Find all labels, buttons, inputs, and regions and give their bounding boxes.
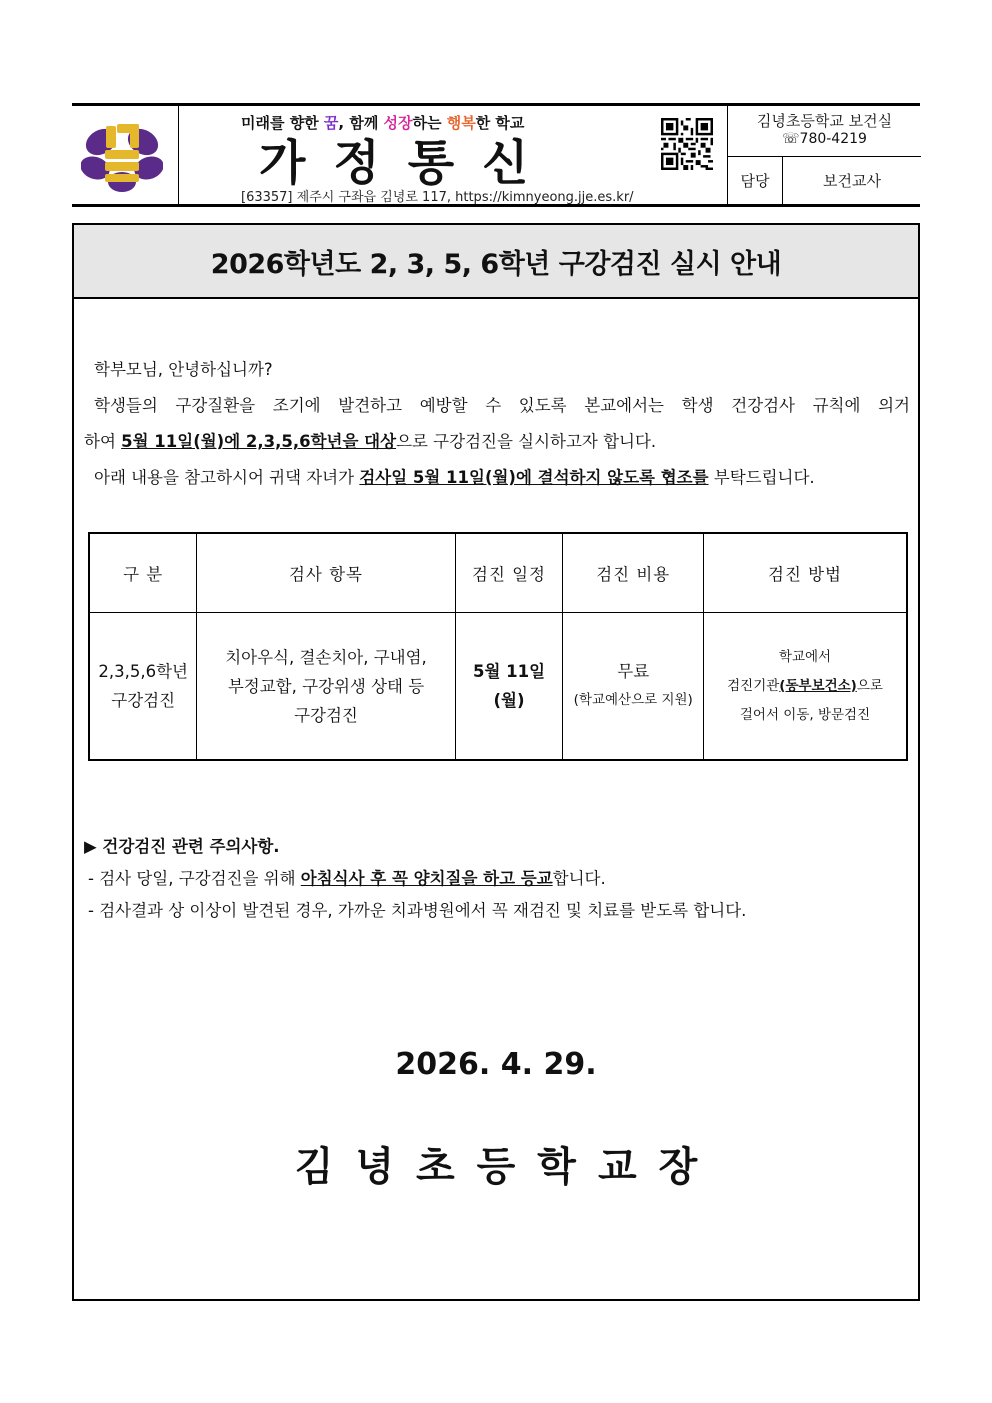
header-cost: 검진 비용 [563,533,704,613]
body-paragraph-2 [84,460,910,496]
body-paragraph-1-line-1: 학생들의 구강질환을 조기에 발견하고 예방할 수 있도록 본교에서는 학생 건강검사 규칙에 의거 [94,396,910,415]
logo-cell [72,106,179,204]
cost-note: (학교예산으로 지원) [573,692,693,708]
body-paragraph-1-line-2 [84,424,910,460]
method-line: 걸어서 이동, 방문검진 [739,706,871,723]
qr-code-icon[interactable] [661,118,713,170]
school-logo [81,118,163,194]
slogan-happy: 행복 [446,114,476,132]
school-office: 김녕초등학교 보건실 [756,112,893,130]
letter-header [72,103,920,207]
cautions-section [84,831,904,927]
items-line: 치아우식, 결손치아, 구내염, [225,647,427,667]
letter-title: 가정통신 [259,135,557,191]
header-schedule: 검진 일정 [455,533,563,613]
contact-cell [727,106,921,204]
greeting: 학부모님, 안녕하십니까? [94,360,273,379]
method-line: 으로 [856,677,883,694]
cost-value: 무료 [617,662,650,681]
body-text: 으로 구강검진을 실시하고자 합니다. [396,432,657,451]
caution-item-1 [84,863,904,895]
table-header-row [89,533,907,613]
header-items: 검사 항목 [197,533,455,613]
category-line: 구강검진 [111,691,176,710]
exam-table [88,532,908,761]
principal-signature: 김녕초등학교장 [294,1144,720,1190]
attendance-highlight: 검사일 5월 11일(월)에 결석하지 않도록 협조를 [359,468,709,487]
cautions-title: ▶ 건강검진 관련 주의사항. [84,837,280,856]
method-clinic: (동부보건소) [779,677,857,694]
caution-highlight: 아침식사 후 꼭 양치질을 하고 등교 [300,869,553,888]
header-method: 검진 방법 [704,533,907,613]
cell-method [704,613,907,761]
issue-date: 2026. 4. 29. [395,1047,597,1082]
items-line: 부정교합, 구강위생 상태 등 [227,676,425,696]
slogan-text: 한 학교 [475,114,525,132]
school-address: [63357] 제주시 구좌읍 김녕로 117, https://kimnyeong.jje.es.kr/ [241,190,634,205]
cell-schedule: 5월 11일(월) [455,613,563,761]
body-text: 하여 [84,432,122,451]
charge-label: 담당 [728,157,783,204]
exam-date-highlight: 5월 11일(월)에 2,3,5,6학년을 대상 [121,432,397,451]
method-line: 학교에서 [778,648,832,665]
slogan-text: 하는 [412,114,447,132]
cell-items [197,613,455,761]
body-text: 아래 내용을 참고하시어 귀댁 자녀가 [94,468,360,487]
caution-item-2: - 검사결과 상 이상이 발견된 경우, 가까운 치과병원에서 꼭 재검진 및 치료를 받도록 합니다. [88,901,747,920]
notice-box [72,223,920,1301]
slogan-dream: 꿈 [323,114,339,132]
title-cell [179,106,727,204]
office-phone: ☏780-4219 [782,131,867,147]
caution-text: 합니다. [552,869,606,888]
body-text: 부탁드립니다. [708,468,815,487]
slogan-text: 미래를 향한 [241,114,324,132]
notice-title: 2026학년도 2, 3, 5, 6학년 구강검진 실시 안내 [74,225,918,299]
caution-text: - 검사 당일, 구강검진을 위해 [88,869,301,888]
charge-value: 보건교사 [823,172,881,190]
table-row [89,613,907,761]
slogan-grow: 성장 [383,114,413,132]
method-line: 검진기관 [727,677,780,694]
cell-cost [563,613,704,761]
cell-category [89,613,197,761]
slogan-text: , 함께 [338,114,384,132]
items-line: 구강검진 [294,705,358,725]
header-category: 구 분 [89,533,197,613]
category-line: 2,3,5,6학년 [98,662,188,681]
notice-body [84,352,910,496]
